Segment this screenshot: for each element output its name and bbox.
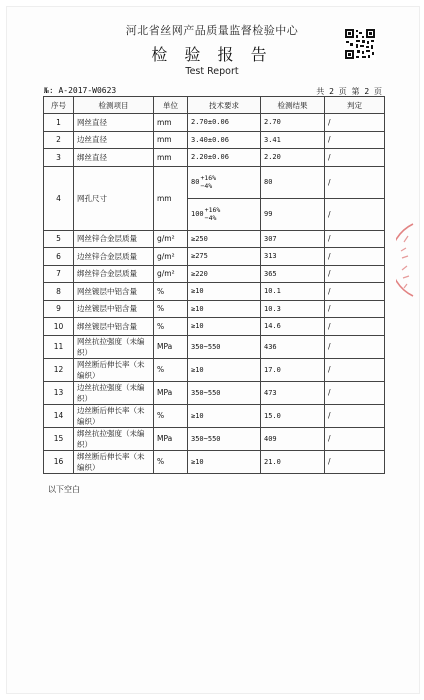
blank-below-note: 以下空白 — [48, 485, 80, 494]
cell-no: 10 — [44, 318, 74, 336]
cell-result: 2.20 — [261, 149, 325, 167]
cell-item: 网丝镀层中铝含量 — [74, 283, 154, 301]
cell-unit: mm — [154, 166, 188, 230]
tolerance-value — [191, 206, 220, 222]
cell-result: 365 — [261, 265, 325, 283]
cell-no: 16 — [44, 450, 74, 473]
cell-unit: mm — [154, 114, 188, 132]
table-row — [44, 114, 385, 132]
cell-item: 边丝断后伸长率（未编织） — [74, 404, 154, 427]
cell-no: 8 — [44, 283, 74, 301]
table-row — [44, 131, 385, 149]
cell-unit: g/m² — [154, 230, 188, 248]
page-info: 共 2 页 第 2 页 — [316, 87, 382, 96]
cell-item: 绑丝镀层中铝含量 — [74, 318, 154, 336]
cell-requirement — [188, 166, 261, 198]
table-row — [44, 358, 385, 381]
cell-judgement: / — [325, 358, 385, 381]
cell-no: 11 — [44, 335, 74, 358]
table-header-row — [44, 97, 385, 114]
cell-no: 13 — [44, 381, 74, 404]
col-header-item: 检测项目 — [74, 97, 154, 114]
cell-no: 14 — [44, 404, 74, 427]
cell-requirement: 350~550 — [188, 335, 261, 358]
cell-item: 绑丝直径 — [74, 149, 154, 167]
organization-name: 河北省丝网产品质量监督检验中心 — [125, 24, 299, 37]
cell-judgement: / — [325, 381, 385, 404]
page-subtitle: Test Report — [185, 66, 239, 77]
cell-requirement — [188, 198, 261, 230]
cell-result: 473 — [261, 381, 325, 404]
cell-item: 绑丝断后伸长率（未编织） — [74, 450, 154, 473]
cell-item: 边丝锌合金层质量 — [74, 248, 154, 266]
cell-requirement: ≥10 — [188, 450, 261, 473]
cell-requirement: 2.70±0.06 — [188, 114, 261, 132]
cell-item: 绑丝锌合金层质量 — [74, 265, 154, 283]
cell-unit: % — [154, 404, 188, 427]
cell-item: 网丝断后伸长率（未编织） — [74, 358, 154, 381]
tolerance-minus: −4% — [200, 182, 213, 190]
cell-unit: % — [154, 450, 188, 473]
cell-requirement: ≥10 — [188, 300, 261, 318]
cell-requirement: 2.20±0.06 — [188, 149, 261, 167]
cell-unit: mm — [154, 149, 188, 167]
col-header-result: 检测结果 — [261, 97, 325, 114]
cell-judgement: / — [325, 131, 385, 149]
tolerance-value — [191, 174, 216, 190]
table-row — [44, 166, 385, 198]
tolerance-plus: +16% — [204, 206, 221, 214]
cell-result: 409 — [261, 427, 325, 450]
cell-result: 436 — [261, 335, 325, 358]
cell-no: 5 — [44, 230, 74, 248]
cell-unit: MPa — [154, 427, 188, 450]
cell-item: 边丝直径 — [74, 131, 154, 149]
page-title: 检 验 报 告 — [151, 45, 273, 64]
cell-item: 网丝锌合金层质量 — [74, 230, 154, 248]
cell-result: 99 — [261, 198, 325, 230]
cell-unit: MPa — [154, 335, 188, 358]
cell-no: 3 — [44, 149, 74, 167]
cell-requirement: ≥275 — [188, 248, 261, 266]
cell-item: 绑丝抗拉强度（未编织） — [74, 427, 154, 450]
cell-unit: % — [154, 283, 188, 301]
cell-no: 6 — [44, 248, 74, 266]
table-row — [44, 283, 385, 301]
table-row — [44, 248, 385, 266]
cell-requirement: ≥250 — [188, 230, 261, 248]
cell-judgement: / — [325, 335, 385, 358]
col-header-no: 序号 — [44, 97, 74, 114]
cell-result: 10.3 — [261, 300, 325, 318]
red-seal-stamp-icon — [396, 222, 414, 298]
cell-result: 15.0 — [261, 404, 325, 427]
cell-result: 10.1 — [261, 283, 325, 301]
results-table — [43, 96, 385, 474]
cell-judgement: / — [325, 230, 385, 248]
cell-no: 4 — [44, 166, 74, 230]
tolerance-range — [200, 174, 216, 190]
cell-judgement: / — [325, 283, 385, 301]
cell-requirement: 350~550 — [188, 381, 261, 404]
cell-requirement: 350~550 — [188, 427, 261, 450]
table-row — [44, 381, 385, 404]
cell-no: 1 — [44, 114, 74, 132]
cell-unit: % — [154, 318, 188, 336]
qr-code-icon — [344, 28, 376, 60]
cell-unit: g/m² — [154, 248, 188, 266]
cell-judgement: / — [325, 450, 385, 473]
table-body — [44, 114, 385, 474]
cell-requirement: 3.40±0.06 — [188, 131, 261, 149]
cell-item: 边丝抗拉强度（未编织） — [74, 381, 154, 404]
table-row — [44, 149, 385, 167]
cell-item: 网孔尺寸 — [74, 166, 154, 230]
tolerance-plus: +16% — [200, 174, 217, 182]
cell-requirement: ≥220 — [188, 265, 261, 283]
cell-no: 7 — [44, 265, 74, 283]
tolerance-base: 100 — [191, 210, 204, 218]
cell-judgement: / — [325, 427, 385, 450]
table-row — [44, 450, 385, 473]
cell-unit: MPa — [154, 381, 188, 404]
tolerance-minus: −4% — [204, 214, 217, 222]
cell-unit: % — [154, 358, 188, 381]
col-header-requirement: 技术要求 — [188, 97, 261, 114]
cell-judgement: / — [325, 114, 385, 132]
cell-requirement: ≥10 — [188, 318, 261, 336]
cell-result: 17.0 — [261, 358, 325, 381]
cell-judgement: / — [325, 149, 385, 167]
cell-item: 网丝抗拉强度（未编织） — [74, 335, 154, 358]
cell-no: 12 — [44, 358, 74, 381]
col-header-judgement: 判定 — [325, 97, 385, 114]
cell-unit: g/m² — [154, 265, 188, 283]
cell-judgement: / — [325, 248, 385, 266]
table-row — [44, 318, 385, 336]
report-number: №: A-2017-W0623 — [44, 86, 117, 95]
cell-result: 14.6 — [261, 318, 325, 336]
cell-judgement: / — [325, 300, 385, 318]
cell-result: 21.0 — [261, 450, 325, 473]
cell-no: 15 — [44, 427, 74, 450]
cell-result: 2.70 — [261, 114, 325, 132]
cell-result: 307 — [261, 230, 325, 248]
cell-requirement: ≥10 — [188, 358, 261, 381]
table-row — [44, 300, 385, 318]
cell-result: 80 — [261, 166, 325, 198]
cell-judgement: / — [325, 404, 385, 427]
tolerance-base: 80 — [191, 178, 200, 186]
cell-item: 网丝直径 — [74, 114, 154, 132]
cell-judgement: / — [325, 166, 385, 198]
cell-judgement: / — [325, 198, 385, 230]
table-row — [44, 404, 385, 427]
cell-no: 9 — [44, 300, 74, 318]
cell-item: 边丝镀层中铝含量 — [74, 300, 154, 318]
tolerance-range — [205, 206, 221, 222]
cell-requirement: ≥10 — [188, 283, 261, 301]
cell-requirement: ≥10 — [188, 404, 261, 427]
cell-result: 313 — [261, 248, 325, 266]
table-row — [44, 230, 385, 248]
cell-judgement: / — [325, 265, 385, 283]
table-row — [44, 335, 385, 358]
cell-unit: % — [154, 300, 188, 318]
cell-judgement: / — [325, 318, 385, 336]
cell-no: 2 — [44, 131, 74, 149]
table-row — [44, 265, 385, 283]
cell-unit: mm — [154, 131, 188, 149]
cell-result: 3.41 — [261, 131, 325, 149]
col-header-unit: 单位 — [154, 97, 188, 114]
table-row — [44, 427, 385, 450]
